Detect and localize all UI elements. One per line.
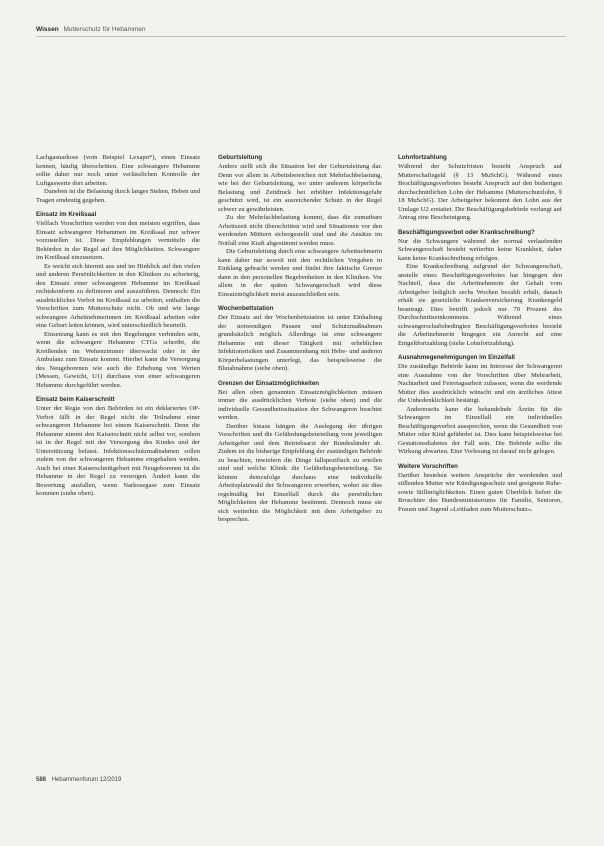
body-paragraph: Die Geburtsleitung durch eine schwangere Arbeitnehmerin kann daher nur soweit mit den rechtlichen Vorgaben in Einklang gebracht werden und findet ihre faktische Grenze dann in den personellen Begebenheiten in den Kliniken. Vor allem in der späten Schwangerschaft wird diese Einsatzmöglichkeit meist auszuschließen sein. (218, 248, 382, 298)
header-rule (36, 36, 566, 37)
body-paragraph: Einsetzung kann es mit den Regelungen verbinden sein, wenn die schwangere Hebamme CTGs schreibt, die Kreißenden im Wehenzimmer überwacht oder in der Ambulanz zum Einsatz kommt. Hierbei kann die Versorgung des Neugeborenen wie auch die Erhebung von Werten (Messen, Gewicht, U1) durchaus von einer schwangeren Hebamme durchgeführt werden. (36, 330, 200, 389)
section-heading: Lohnfortzahlung (398, 154, 447, 161)
body-paragraph: Darüber bestehen weitere Ansprüche der werdenden und stillenden Mutter wie Kündigungsschutz und geeignete Ruhe- sowie Stillmöglichkeiten. Einen guten Überblick liefert die Broschüre des Bundesministeriums für Familie, Senioren, Frauen und Jugend »Leitfaden zum Mutterschutz«. (398, 471, 562, 513)
body-paragraph: Es weicht sich hiermit aus und im Hinblick auf den vielen und anderen Persönlichkeiten in den Kliniken zu schwierig, den Einsatz einer schwangeren Hebamme im Kreißsaal rechtskonform zu definieren und auszuführen. Dennoch: Ein ausdrückliches Verbot im Kreißsaal zu arbeiten, enthalten die Vorschriften zum Mutterschutz nicht. Ob und wie lange schwangere Arbeitnehmerinnen im Kreißsaal arbeiten oder eine Geburt leiten können, wird unterschiedlich beurteilt. (36, 262, 200, 329)
body-paragraph: Während der Schutzfristen besteht Anspruch auf Mutterschaftsgeld (§ 13 MuSchG). Während eines Beschäftigungsverbotes besteht Anspruch auf den bisherigen durchschnittlichen Lohn der Hebamme (Mutterschutzlohn, § 18 MuSchG). Der Arbeitgeber bekommt den Lohn aus der Umlage U2 erstattet. Die Beschäftigungsbehörde verlangt auf Antrag eine Bescheinigung. (398, 163, 562, 221)
body-paragraph: Anders stellt sich die Situation bei der Geburtsleitung dar. Denn vor allem in Arbeitsbereichen mit Mehrfachbelastung, wie bei der Geburtsleitung, wo unter anderem körperliche Belastung und Zeitdruck bei erhöhter Infektionsgefahr geschützt wird, ist ein ausreichender Schutz in der Regel schwer zu gewährleisten. (218, 163, 382, 213)
body-paragraph: Zu der Mehrfachbelastung kommt, dass die zumutbare Arbeitszeit nicht überschritten wird und Situationen vor den werdenden Müttern sichergestellt sind und die Ansätze im Notfall eine Kraft abgestimmt werden muss. (218, 214, 382, 247)
body-paragraph: Darüber hinaus hängen die Auslegung der übrigen Vorschriften und die Gefährdungsbeurteilung vom jeweiligen Arbeitgeber und dem Betriebsarzt der Bundesländer ab. Zudem ist die bisherige Empfehlung der zuständigen Behörde zu beachten, inwiefern die Dinge fallspezifisch zu erteilen sind und welche Klinik die Gefährdungsbeurteilung. Sie können demzufolge durchaus eine individuelle Arbeitsplatzwahl der Schwangeren erwerben, wobei sie dies regelmäßig bei Einzelfall durch die persönlichen Möglichkeiten der Hebamme bestimmt. Dennoch muss sie sich weiterhin die Möglichkeit mit dem Arbeitgeber zu besprechen. (218, 422, 382, 523)
body-paragraph: Eine Krankschreibung aufgrund der Schwangerschaft, anstelle eines Beschäftigungsverbotes hat hingegen den Nachteil, dass die Arbeitnehmerin der Gehalt vom Arbeitgeber lediglich sechs Wochen bezahlt erhält, danach erhält sie gesetzliche Krankenversicherung Krankengeld beantragt. Dies betrifft jedoch nur 70 Prozent des Durchschnittseinkommens. Während eines schwangerschaftsbedingten Beschäftigungsverbotes bezieht die Arbeitnehmerin hingegen ein Anrecht auf eine Entgeltfortzahlung (siehe Lohnfortzahlung). (398, 263, 562, 347)
page-footer (36, 777, 121, 783)
body-paragraph: Nur die Schwangere während der normal verlaufenden Schwangerschaft besteht weiterhin keine Krankheit, daher kann keine Krankschreibung erfolgen. (398, 237, 562, 262)
journal-name: Hebammenforum 12/2019 (51, 777, 122, 783)
body-paragraph: Bei allen oben genannten Einsatzmöglichkeiten müssen immer die ausdrücklichen Verbote (siehe oben) und die individuelle Gesundheitssituation der Schwangeren beachtet werden. (218, 388, 382, 421)
section-heading: Einsatz beim Kaiserschnitt (36, 396, 115, 403)
body-paragraph: Vielfach Vorschriften werden von den meisten ergriffen, dass Einsatz schwangerer Hebammen im Kreißsaal nur schwer vorzustellen ist. Diese Empfehlungen vermitteln die Behörden in der Regel auf ihre Möglichkeiten. Schwangere im Kreißsaal einzusetzen. (36, 220, 200, 261)
body-paragraph: Die zuständige Behörde kann im Interesse der Schwangeren eine Ausnahme von der Vorschriften über Mehrarbeit, Nachtarbeit und Feiertagsarbeit zulassen, wenn die werdende Mutter dies ausdrücklich wünscht und ein ärztliches Attest die Unbedenklichkeit bestätigt. (398, 363, 562, 404)
section-heading: Wochenbettstation (218, 305, 274, 312)
section-heading: Grenzen der Einsatzmöglichkeiten (218, 379, 320, 387)
section-heading: Geburtsleitung (218, 154, 263, 161)
section-subtitle: Mutterschutz für Hebammen (63, 26, 146, 33)
body-paragraph: Lachgasnarkose (vom Beispiel Lexapn*), einen Einsatz kennen, häufig überschritten. Eine schwangere Hebamme sollte daher nur noch unter verlässlichen Kontrolle der Luftgaswerte dort arbeiten. (36, 154, 200, 187)
section-heading: Weitere Vorschriften (398, 462, 458, 470)
body-paragraph: Daneben ist die Belastung durch langes Stehen, Heben und Tragen eindeutig gegeben. (36, 188, 200, 204)
section-heading: Beschäftigungsverbot oder Krankschreibung? (398, 228, 535, 236)
section-heading: Ausnahmegenehmigungen im Einzelfall (398, 354, 515, 361)
section-heading: Einsatz im Kreißsaal (36, 211, 97, 218)
body-paragraph: Andererseits kann die behandelnde Ärztin für die Schwangere im Einzelfall ein individuelles Beschäftigungsverbot aussprechen, wenn die Gesundheit von Mutter oder Kind gefährdet ist. Dies kann beispielsweise bei Gestationsdiabetes der Fall sein. Die Behörde sollte die Wirkung abwarten. Eine Vorlesung ist darauf nicht gelegen. (398, 405, 562, 455)
section-title: Wissen (36, 26, 59, 33)
text-column-2 (218, 154, 382, 525)
page-header (36, 26, 146, 33)
text-column-3 (398, 154, 562, 514)
text-column-1 (36, 154, 200, 499)
body-paragraph: Unter der Regie von den Behörden ist ein deklariertes OP-Verbot fällt in der Regel nicht die Teilnahme einer schwangeren Hebamme bei einem Kaiserschnitt. Denn die Hebamme nimmt den Kaiserschnitt nicht selbst vor, sondern ist in der Regel mit der Versorgung des Kindes und der Unterstützung befasst. Infektionsschutzmaßnahmen sollen zudem von der schwangeren Hebamme eingehalten werden. Auch bei einer Kaiserschnittgeburt mit Neugeborenen ist die Hebamme in der Regel zu versorgen. Ändert kann die Bewertung ausfallen, wenn Narkosegase zum Einsatz kommen (siehe oben). (36, 405, 200, 497)
page-number: 588 (36, 777, 47, 783)
body-paragraph: Der Einsatz auf der Wochenbettstation ist unter Einhaltung der notwendigen Pausen und Schutzmaßnahmen grundsätzlich möglich. Allerdings ist eine schwangere Hebamme mit dieser Tätigkeit mit erheblichen Infektionsrisiken und Zusammenhang mit Hebe- und anderen Körperbelastungen unterlegt, das beispielsweise die Blutabnahme (siehe oben). (218, 314, 382, 372)
